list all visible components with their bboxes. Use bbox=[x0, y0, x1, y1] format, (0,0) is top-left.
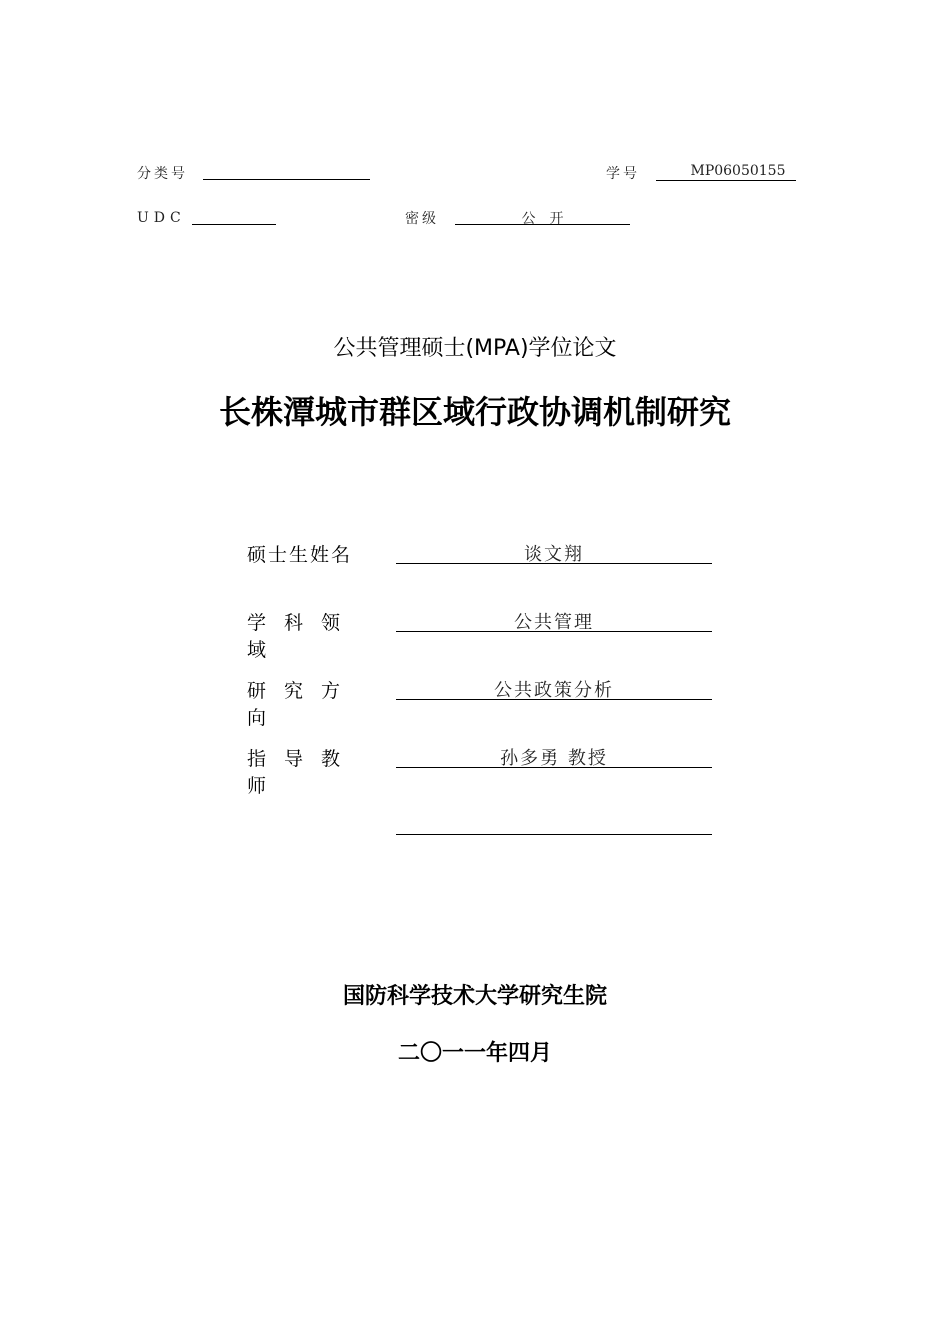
field-label-name: 硕士生姓名 bbox=[247, 544, 353, 566]
student-no-underline bbox=[656, 180, 796, 181]
field-value-name: 谈文翔 bbox=[524, 544, 584, 565]
student-no-value: MP06050155 bbox=[690, 163, 786, 179]
thesis-title: 长株潭城市群区域行政协调机制研究 bbox=[218, 393, 731, 431]
field-label-advisor bbox=[247, 744, 367, 798]
char: 学科领域 bbox=[247, 612, 359, 661]
field-value-advisor: 孙多勇 教授 bbox=[500, 748, 608, 769]
char: 指导教师 bbox=[247, 748, 359, 797]
submission-date: 二〇一一年四月 bbox=[397, 1041, 552, 1066]
secret-value: 公 开 bbox=[521, 211, 564, 227]
field-underline-direction bbox=[396, 699, 712, 700]
udc-label: UDC bbox=[137, 210, 186, 226]
char: 研究方向 bbox=[247, 680, 359, 729]
udc-underline bbox=[192, 224, 276, 225]
secret-label: 密级 bbox=[405, 211, 439, 227]
field-value-direction: 公共政策分析 bbox=[494, 680, 614, 701]
field-underline-name bbox=[396, 563, 712, 564]
field-label-discipline bbox=[247, 608, 367, 662]
student-no-label: 学号 bbox=[606, 166, 640, 182]
field-underline-discipline bbox=[396, 631, 712, 632]
field-underline-extra bbox=[396, 834, 712, 835]
field-label-direction bbox=[247, 676, 367, 730]
field-underline-advisor bbox=[396, 767, 712, 768]
institution-name: 国防科学技术大学研究生院 bbox=[342, 984, 607, 1009]
degree-type: 公共管理硕士(MPA)学位论文 bbox=[333, 336, 617, 361]
field-value-discipline: 公共管理 bbox=[514, 612, 594, 633]
class-no-underline bbox=[203, 179, 370, 180]
class-no-label: 分类号 bbox=[137, 166, 188, 182]
